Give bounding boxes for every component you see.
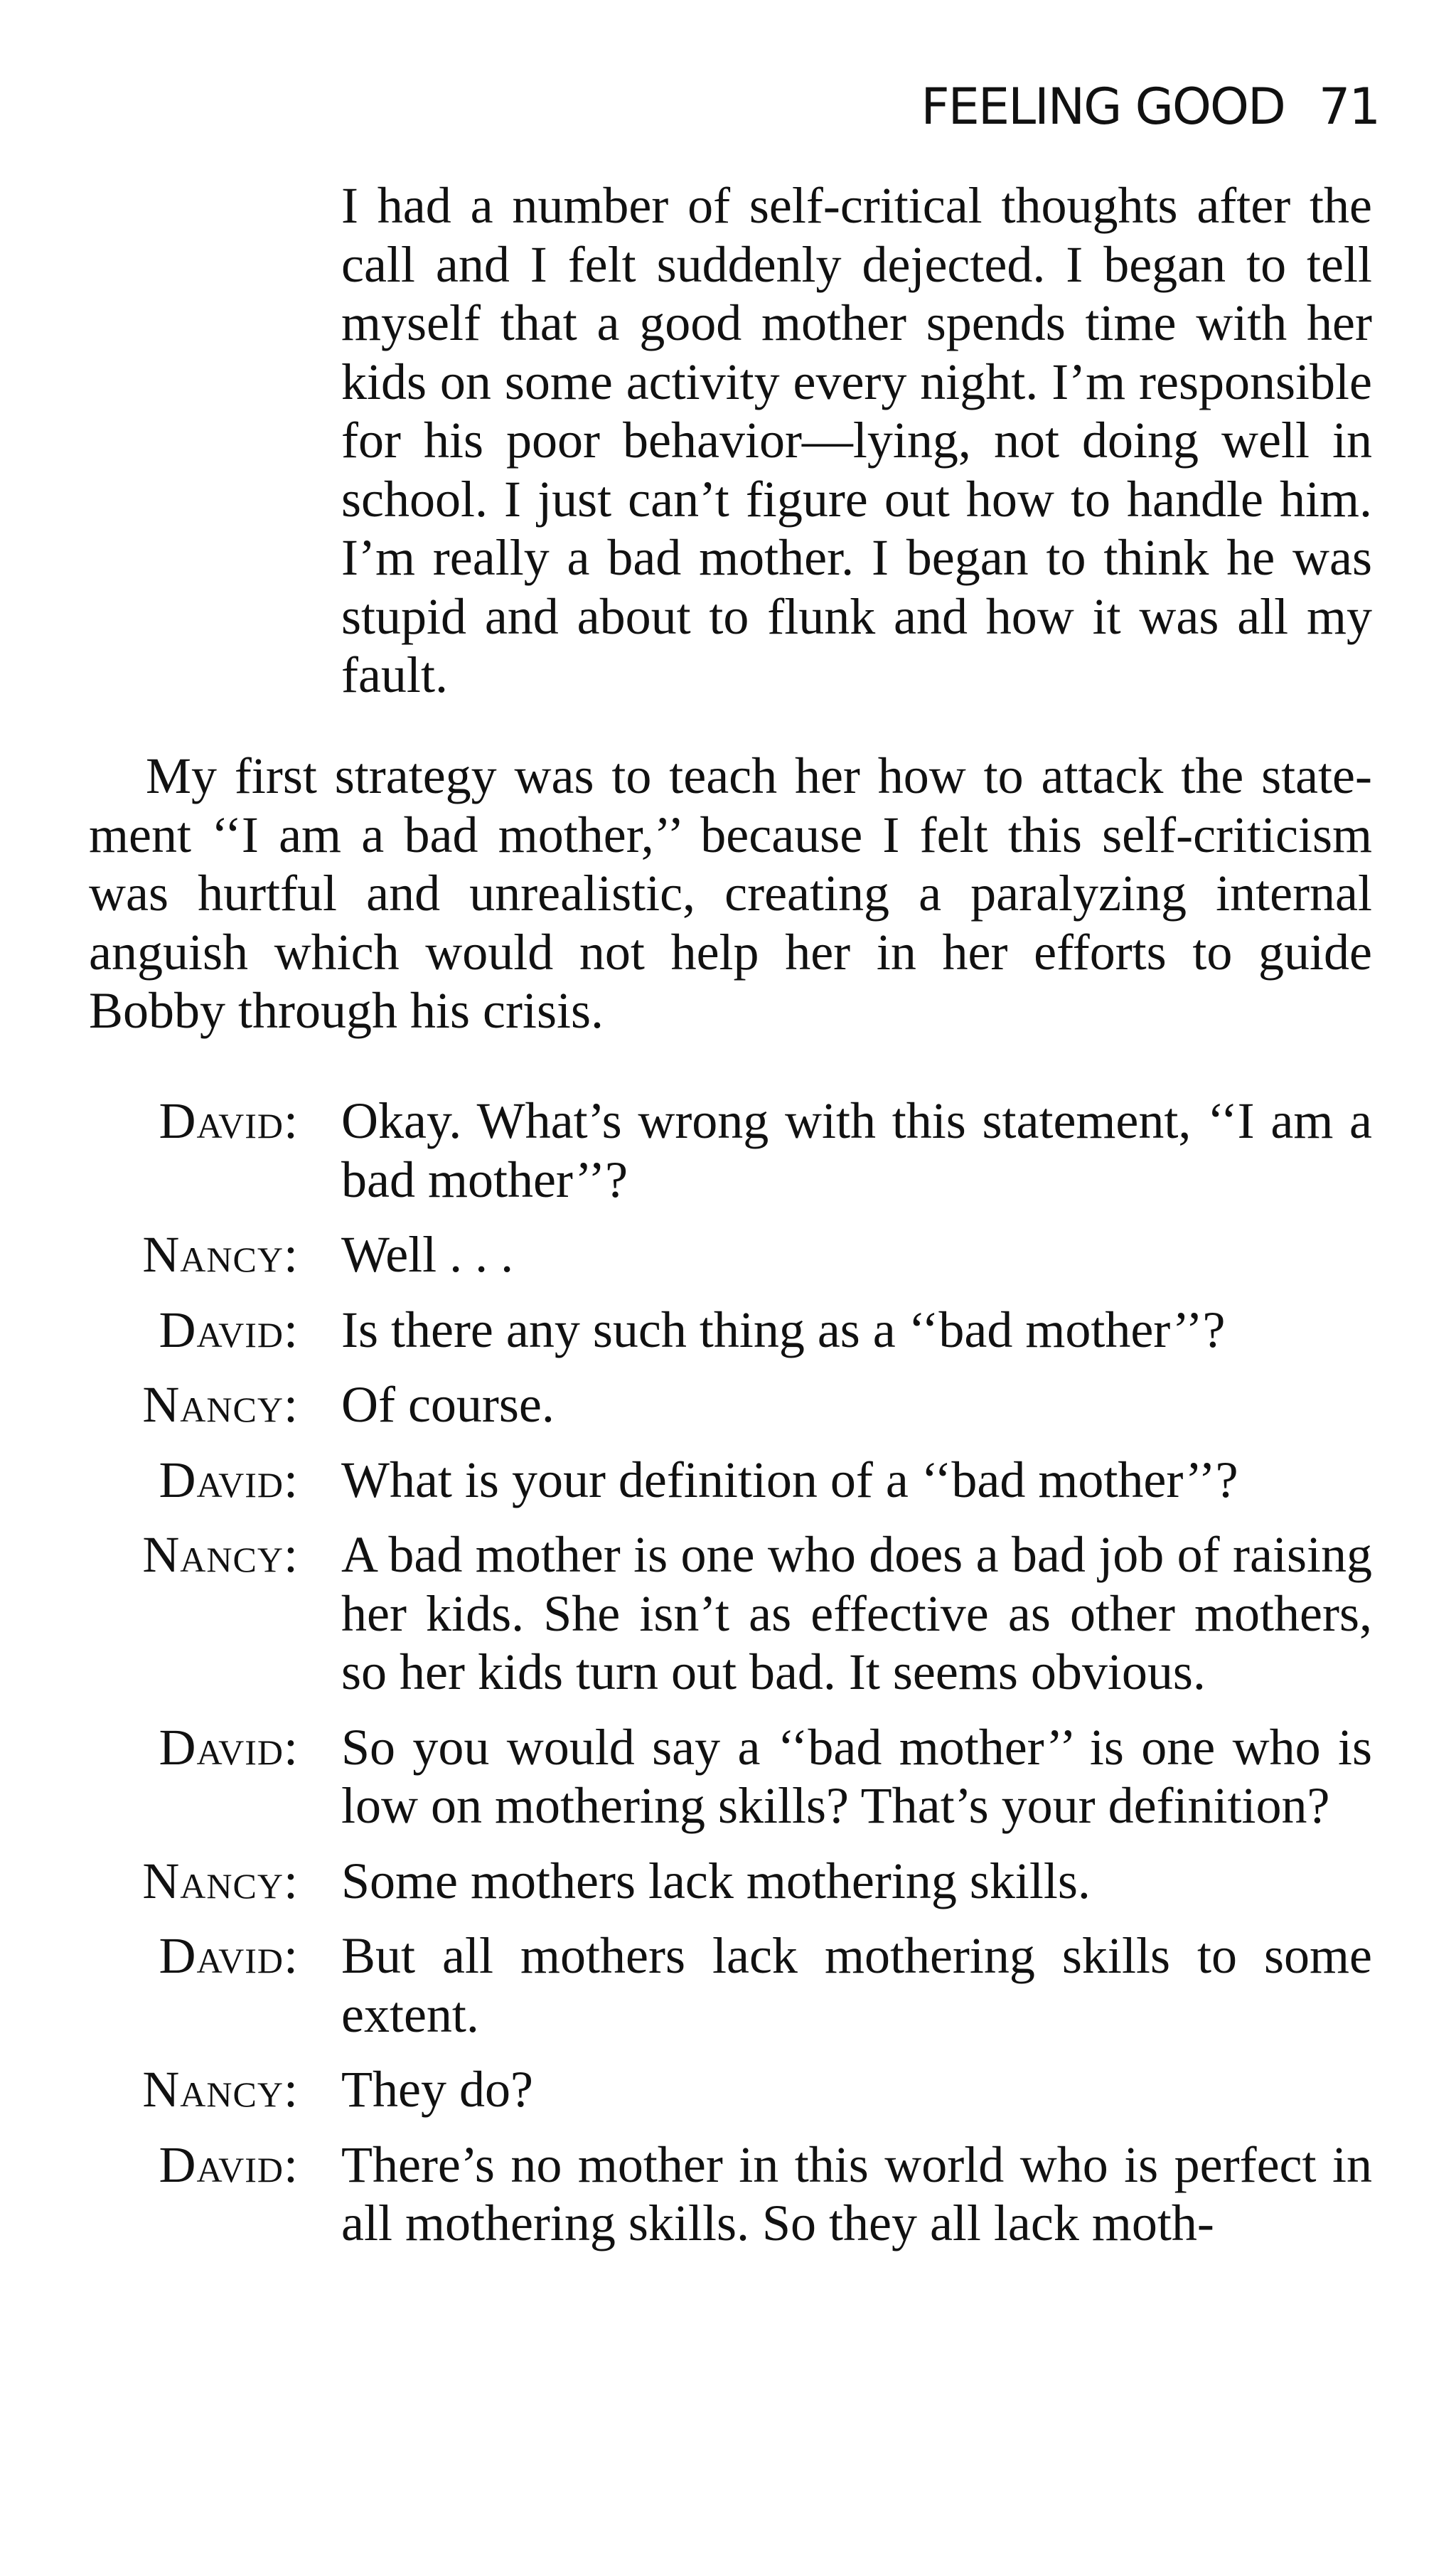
speaker-label: Nancy: <box>142 1526 299 1583</box>
speaker-label: Nancy: <box>142 1852 299 1909</box>
speaker-label: David: <box>159 2136 299 2193</box>
speech-text: They do? <box>341 2061 533 2118</box>
dialogue-turn <box>0 1092 1456 1209</box>
speaker-label: Nancy: <box>142 2061 299 2118</box>
dialogue <box>0 1092 1456 2269</box>
speaker-label: David: <box>159 1092 299 1149</box>
dialogue-turn <box>0 1852 1456 1911</box>
speech-text: Is there any such thing as a ‘‘bad mother’’? <box>341 1301 1226 1358</box>
indented-extract: I had a number of self-critical thoughts after the call and I felt suddenly dejected. I began to tell myself that a good mother spends time with her kids on some activity every night. I’m responsible for his poor behavior—lying, not doing well in school. I just can’t figure out how to handle him. I’m really a bad mother. I began to think he was stupid and about to flunk and how it was all my fault. <box>341 177 1372 703</box>
speech-text: Some mothers lack mothering skills. <box>341 1852 1091 1909</box>
running-head <box>839 78 1379 135</box>
speech-text: Well . . . <box>341 1226 514 1283</box>
dialogue-turn <box>0 1301 1456 1360</box>
speaker-label: David: <box>159 1927 299 1984</box>
speech-text: There’s no mother in this world who is perfect in all mothering skills. So they all lack moth- <box>341 2136 1372 2251</box>
page-number: 71 <box>1318 78 1379 136</box>
speaker-label: Nancy: <box>142 1226 299 1283</box>
speaker-label: David: <box>159 1301 299 1358</box>
dialogue-turn <box>0 1926 1456 2044</box>
dialogue-turn <box>0 1375 1456 1434</box>
dialogue-turn <box>0 1718 1456 1835</box>
speech-text: A bad mother is one who does a bad job of raising her kids. She isn’t as effective as other mothers, so her kids turn out bad. It seems obvious. <box>341 1526 1372 1700</box>
dialogue-turn <box>0 2060 1456 2119</box>
speech-text: What is your definition of a ‘‘bad mother’’? <box>341 1451 1238 1508</box>
dialogue-turn <box>0 1525 1456 1702</box>
speech-text: But all mothers lack mothering skills to some extent. <box>341 1927 1372 2043</box>
dialogue-turn <box>0 1225 1456 1284</box>
dialogue-turn <box>0 1451 1456 1510</box>
dialogue-turn <box>0 2136 1456 2253</box>
speaker-label: David: <box>159 1718 299 1776</box>
body-paragraph: My first strategy was to teach her how to attack the statement ‘‘I am a bad mother,’’ because I felt this self-criticism was hurtful and unrealistic, creating a paralyzing internal anguish which would not help her in her efforts to guide Bobby through his crisis. <box>89 747 1372 1039</box>
running-head-title: FEELING GOOD <box>921 78 1285 136</box>
speech-text: Okay. What’s wrong with this statement, ‘‘I am a bad mother’’? <box>341 1092 1372 1208</box>
speaker-label: David: <box>159 1451 299 1508</box>
speech-text: So you would say a ‘‘bad mother’’ is one who is low on mothering skills? That’s your definition? <box>341 1718 1372 1834</box>
speech-text: Of course. <box>341 1376 555 1433</box>
speaker-label: Nancy: <box>142 1376 299 1433</box>
